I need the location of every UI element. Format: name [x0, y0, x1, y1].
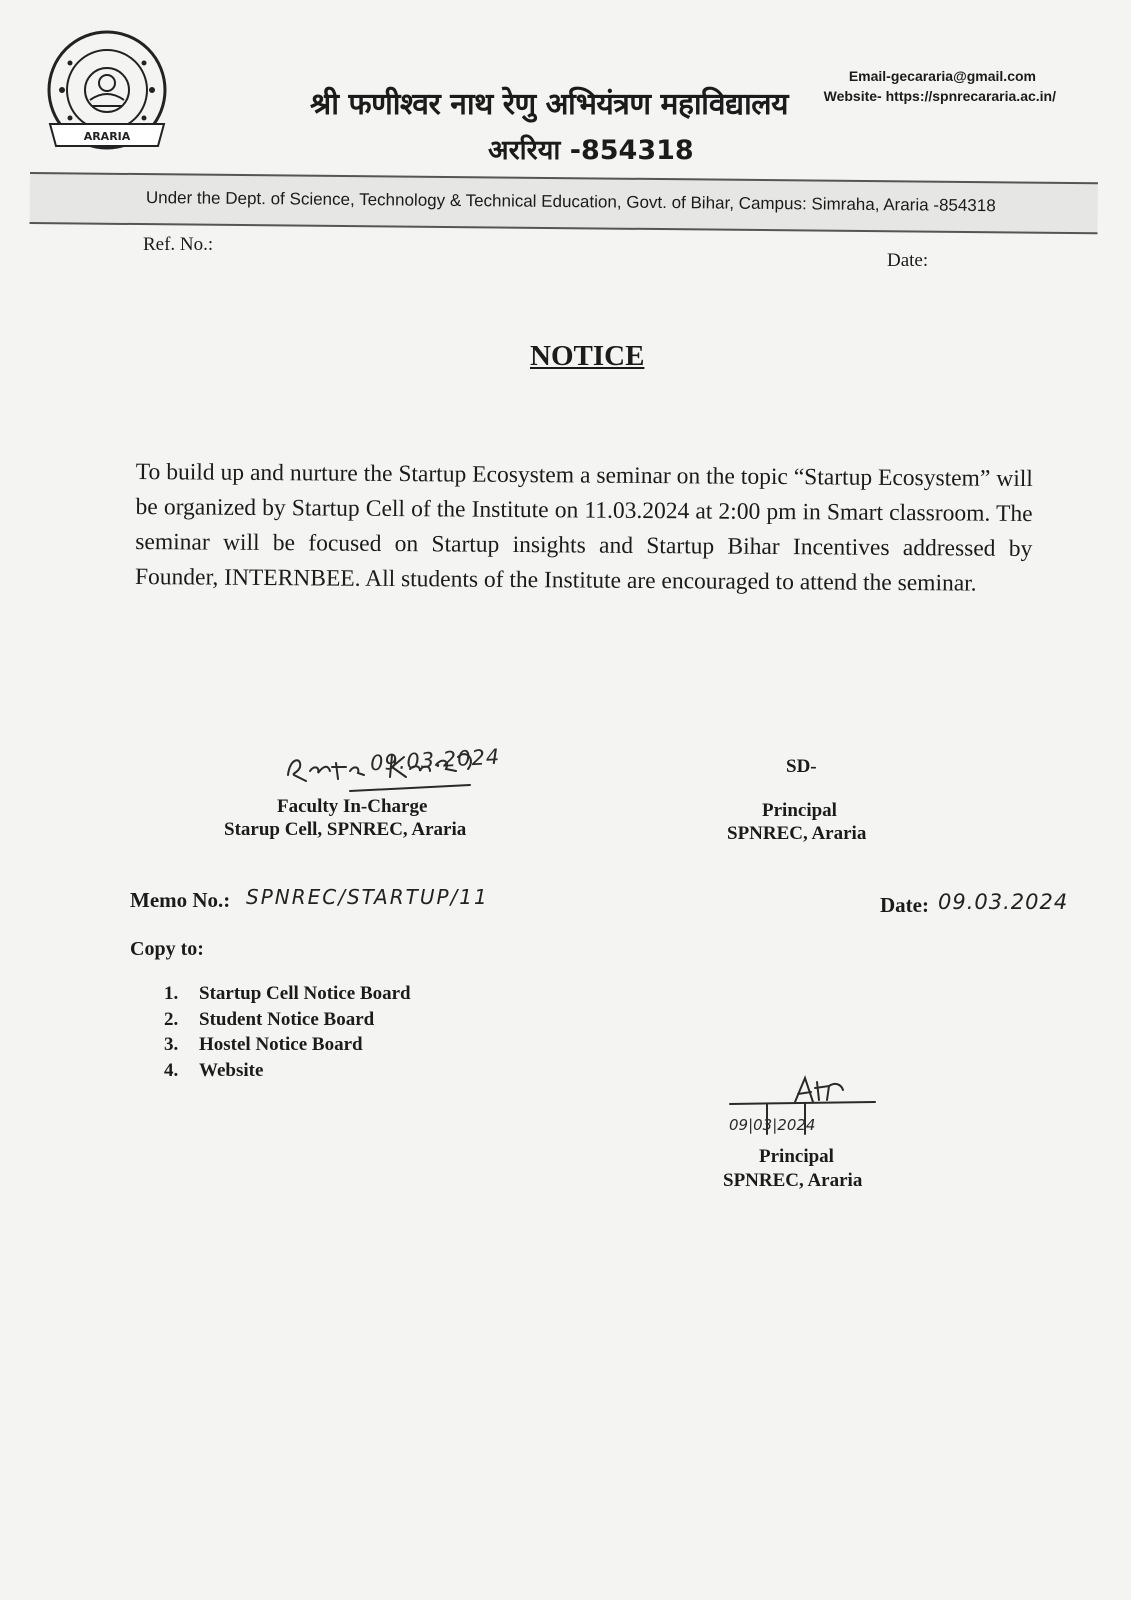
- faculty-signature-date: 09.03.2024: [369, 744, 501, 776]
- notice-title: NOTICE: [530, 340, 645, 372]
- faculty-unit: Starup Cell, SPNREC, Araria: [224, 819, 467, 840]
- memo-date-value: 09.03.2024: [938, 890, 1069, 914]
- memo-no-label: Memo No.:: [130, 888, 231, 912]
- list-item: 1. Startup Cell Notice Board: [164, 983, 411, 1004]
- principal-title-footer: Principal: [759, 1146, 834, 1167]
- college-logo-seal: [40, 28, 175, 156]
- date-label: Date:: [887, 250, 929, 271]
- faculty-title: Faculty In-Charge: [277, 796, 428, 817]
- memo-no-value: SPNREC/STARTUP/11: [246, 885, 489, 909]
- list-item: 3. Hostel Notice Board: [164, 1034, 363, 1055]
- college-place-hindi: अररिया -854318: [488, 135, 694, 166]
- principal-title: Principal: [762, 800, 837, 821]
- list-item: 2. Student Notice Board: [164, 1008, 375, 1030]
- principal-unit-footer: SPNREC, Araria: [723, 1170, 863, 1191]
- copy-to-list: [164, 983, 411, 1085]
- sd-mark: SD-: [786, 756, 817, 777]
- header-website: Website- https://spnrecararia.ac.in/: [823, 88, 1056, 104]
- principal-handwritten-signature: [725, 1072, 885, 1142]
- header-email: Email-gecararia@gmail.com: [848, 68, 1036, 84]
- svg-text:ARARIA: ARARIA: [83, 130, 131, 143]
- principal-unit: SPNREC, Araria: [727, 823, 867, 844]
- college-name-hindi: श्री फणीश्वर नाथ रेणु अभियंत्रण महाविद्यालय: [310, 87, 789, 122]
- notice-body: To build up and nurture the Startup Ecosystem a seminar on the topic “Startup Ecosystem” will be organized by Startup Cell of the Institute on 11.03.2024 at 2:00 pm in Smart classroom. The seminar will be focused on Startup insights and Startup Bihar Incentives addressed by Founder, INTERNBEE. All students of the Institute are encouraged to attend the seminar.: [134, 458, 1033, 597]
- department-line: Under the Dept. of Science, Technology & Technical Education, Govt. of Bihar, Campus: Simraha, Araria -854318: [145, 188, 996, 216]
- ref-no-label: Ref. No.:: [143, 234, 214, 255]
- svg-text:09|03|2024: 09|03|2024: [729, 1116, 816, 1134]
- copy-to-label: Copy to:: [130, 938, 204, 960]
- memo-date-label: Date:: [880, 893, 929, 917]
- list-item: 4. Website: [164, 1059, 264, 1081]
